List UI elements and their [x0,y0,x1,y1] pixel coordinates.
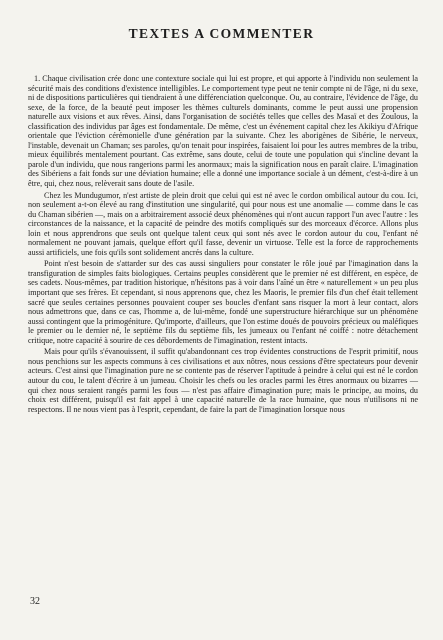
paragraph-3: Point n'est besoin de s'attarder sur des cas aussi singuliers pour constater le rôle joué par l'imagination dans la transfiguration de simples faits biologiques. Certains peuples considèrent que le premier né est différent, en espèce, de ses cadets. Nous-mêmes, par tradition historique, n'hésitons pas à voir dans l'aîné un être « naturellement » un peu plus important que ses frères. Et cependant, si nous apprenons que, chez les Maoris, le premier fils d'un chef était tellement sacré que seules certaines personnes pouvaient couper ses boucles d'enfant sans risquer la mort à leur contact, alors nous admettrons que, dans ce cas, l'homme a, de lui-même, fondé une superstructure hiérarchique sur un phénomène aussi contingent que la primogéniture. Qu'importe, d'ailleurs, que l'on estime doués de pouvoirs précieux ou maléfiques le premier ou le dernier né, le septième fils du septième fils, les jumeaux ou l'enfant né coiffé : notre détachement critique, notre capacité à sourire de ces débordements de l'imagination, restent intacts. [28,259,418,345]
page-number: 32 [30,596,40,607]
body-text [28,74,418,416]
paragraph-2: Chez les Mundugumor, n'est artiste de plein droit que celui qui est né avec le cordon ombilical autour du cou. Ici, non seulement a-t-on élevé au rang d'institution une singularité, qui pour nous est une anomalie — comme dans le cas du Chaman sibérien —, mais on a arbitrairement associé deux phénomènes qui n'ont aucun rapport l'un avec l'autre : les circonstances de la naissance, et la capacité de peindre des motifs compliqués sur des morceaux d'écorce. Allons plus loin et nous apprendrons que seuls ont quelque talent ceux qui sont nés avec le cordon autour du cou, l'enfant né normalement ne pouvant jamais, quelque effort qu'il fasse, devenir un virtuose. Telle est la force de rapprochements aussi artificiels, une fois qu'ils sont solidement ancrés dans la culture. [28,190,418,257]
page-title: TEXTES A COMMENTER [128,26,315,41]
paragraph-1: 1. Chaque civilisation crée donc une contexture sociale qui lui est propre, et qui apporte à l'individu non seulement la sécurité mais des conditions d'existence intelligibles. Le comportement type peut ne tenir compte ni de l'âge, ni du sexe, ni de dispositions particulières qui tiendraient à une différenciation quelconque. Ou, au contraire, l'évidence de l'âge, du sexe, de la force, de la beauté peut imposer les thèmes culturels dominants, comme le peut aussi une propension naturelle aux visions et aux rêves. Ainsi, dans l'organisation de sociétés telles que celles des Masaï et des Zoulous, la classification des individus par âges est fondamentale. De même, c'est un événement capital chez les Akikiyu d'Afrique orientale que l'éviction cérémonielle d'une génération par la suivante. Chez les aborigènes de Sibérie, le nerveux, l'instable, devenait un Chaman; ses paroles, qu'on tenait pour inspirées, faisaient loi pour les autres membres de la tribu, mieux équilibrés mentalement pourtant. Cas extrême, sans doute, celui de toute une population qui s'incline devant la parole d'un individu, que nous rangerions parmi les anormaux; mais la signification nous en paraît claire. L'imagination des Sibériens a fait fonds sur une déviation humaine; elle a donné une importance sociale à un dément, c'est-à-dire à un être, qui, chez nous, relèverait sans doute de l'asile. [28,74,418,189]
paragraph-4: Mais pour qu'ils s'évanouissent, il suffit qu'abandonnant ces trop évidentes constructions de l'esprit primitif, nous nous penchions sur les aspects communs à ces civilisations et aux nôtres, nous cessions d'être spectateurs pour devenir acteurs. C'est ainsi que l'imagination pure ne se contente pas de réserver l'aptitude à peindre à celui qui est né le cordon autour du cou, le talent d'écrire à un jumeau. Choisir les chefs ou les oracles parmi les êtres anormaux ou bizarres — qui chez nous seraient rangés parmi les fous — n'est pas affaire d'imagination pure; mais le principe, au moins, du choix est différent, puisqu'il est fait appel à une capacité naturelle de la race humaine, que nous n'utilisons ni ne respectons. Il ne nous vient pas à l'esprit, cependant, de faire la part de l'imagination lorsque nous [28,347,418,414]
